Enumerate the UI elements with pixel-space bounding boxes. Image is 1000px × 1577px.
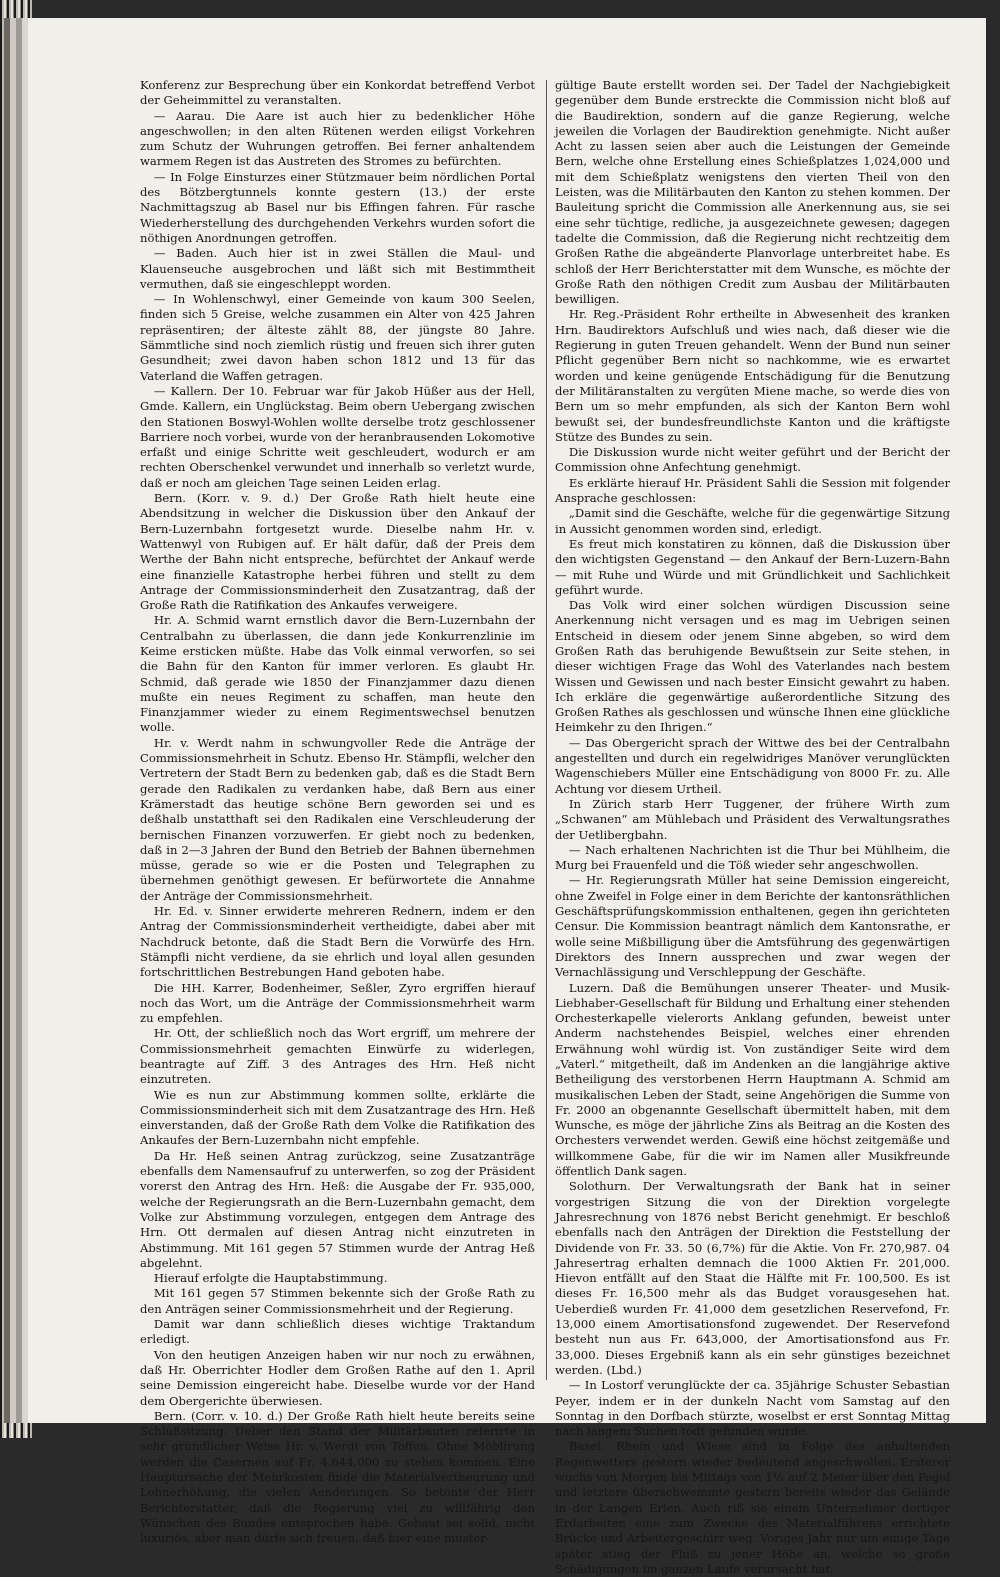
paragraph: Wie es nun zur Abstimmung kommen sollte, erklärte die Commissionsminderheit sich mit dem Zusatzantrage des Hrn. Heß einverstanden, daß der Große Rath dem Volke die Ratifikation des Ankaufes der Bern-Luzernbahn nicht empfehle. (140, 1087, 535, 1148)
paragraph: — Hr. Regierungsrath Müller hat seine Demission eingereicht, ohne Zweifel in Folge einer in dem Berichte der kantonsräthlichen Geschäftsprüfungskommission enthaltenen, gegen ihn gerichteten Censur. Die Kommission beantragt nämlich dem Kantonsrathe, er wolle seine Mißbilligung über die Amtsführung des gegenwärtigen Direktors des Innern aussprechen und zwar wegen der Vernachlässigung und Verschleppung der Geschäfte. (555, 873, 950, 980)
paragraph: „Damit sind die Geschäfte, welche für die gegenwärtige Sitzung in Aussicht genommen worden sind, erledigt. (555, 506, 950, 536)
paragraph: In Zürich starb Herr Tuggener, der frühere Wirth zum „Schwanen“ am Mühlebach und Präsident des Verwaltungsrathes der Uetlibergbahn. (555, 796, 950, 842)
paragraph: Es erklärte hierauf Hr. Präsident Sahli die Session mit folgender Ansprache geschlossen: (555, 475, 950, 506)
paragraph: Von den heutigen Anzeigen haben wir nur noch zu erwähnen, daß Hr. Oberrichter Hodler dem Großen Rathe auf den 1. April seine Demission eingereicht habe. Dieselbe wurde vor der Hand dem Obergerichte überwiesen. (140, 1347, 535, 1408)
paragraph: Hr. Ott, der schließlich noch das Wort ergriff, um mehrere der Commissionsmehrheit gemachten Einwürfe zu widerlegen, beantragte auf Ziff. 3 des Antrages des Hrn. Heß nicht einzutreten. (140, 1026, 535, 1087)
paragraph: Damit war dann schließlich dieses wichtige Traktandum erledigt. (140, 1317, 535, 1347)
right-column (555, 78, 950, 1576)
paragraph: Hierauf erfolgte die Hauptabstimmung. (153, 1271, 388, 1286)
paragraph: Die HH. Karrer, Bodenheimer, Seßler, Zyro ergriffen hierauf noch das Wort, um die Anträge der Commissionsmehrheit warm zu empfehlen. (140, 980, 535, 1026)
paragraph: — Nach erhaltenen Nachrichten ist die Thur bei Mühlheim, die Murg bei Frauenfeld und die Töß wieder sehr angeschwollen. (555, 842, 950, 873)
paragraph: — Aarau. Die Aare ist auch hier zu bedenklicher Höhe angeschwollen; in den alten Rütenen werden eiligst Vorkehren zum Schutz der Wuhrungen getroffen. Bei ferner anhaltendem warmem Regen ist das Austreten des Stromes zu befürchten. (140, 108, 535, 169)
paragraph: Die Diskussion wurde nicht weiter geführt und der Bericht der Commission ohne Anfechtung genehmigt. (555, 445, 950, 475)
paragraph: Luzern. Daß die Bemühungen unserer Theater- und Musik-Liebhaber-Gesellschaft für Bildung und Erhaltung einer stehenden Orchesterkapelle vielerorts Anklang gefunden, beweist unter Anderm nachstehendes Beispiel, welches einer ehrenden Erwähnung wohl würdig ist. Von zuständiger Seite wird dem „Vaterl.“ mitgetheilt, daß im Andenken an die langjährige aktive Betheiligung des verstorbenen Herrn Hauptmann A. Schmid am musikalischen Leben der Stadt, seine Angehörigen die Summe von Fr. 2000 an obgenannte Gesellschaft übermittelt haben, mit dem Wunsche, es möge der jährliche Zins als Beitrag an die Kosten des Orchesters verwendet werden. Gewiß eine höchst zeitgemäße und willkommene Gabe, für die wir im Namen aller Musikfreunde öffentlich Dank sagen. (555, 980, 950, 1179)
paragraph: Konferenz zur Besprechung über ein Konkordat betreffend Verbot der Geheimmittel zu veranstalten. (140, 78, 535, 108)
paragraph: Hr. A. Schmid warnt ernstlich davor die Bern-Luzernbahn der Centralbahn zu überlassen, die dann jede Konkurrenzlinie im Keime ersticken müßte. Habe das Volk einmal verworfen, so sei die Bahn für den Kanton für immer verloren. Es glaubt Hr. Schmid, daß gerade wie 1850 der Finanzjammer dazu dienen mußte ein neues Regiment zu schaffen, man heute den Finanzjammer wieder zu einem Regimentswechsel benutzen wolle. (140, 613, 535, 735)
paragraph: Basel. Rhein und Wiese sind in Folge des anhaltenden Regenwetters gestern wieder bedeutend angeschwollen. Ersterer wuchs von Morgen bis Mittags von 1½ auf 2 Meter über den Pegel und letztere überschwemmte gestern bereits wieder das Gelände in der Langen Erlen. Auch riß sie einem Unternehmer dortiger Erdarbeiten eine zum Zwecke des Materialführens errichtete Brücke und Arbeitergeschirr weg. Voriges Jahr nur um einige Tage später stieg der Fluß zu jener Höhe an, welche so große Schädigungen im ganzen Laufe verursacht hat. (555, 1439, 950, 1576)
paragraph: — Das Obergericht sprach der Wittwe des bei der Centralbahn angestellten und durch ein regelwidriges Manöver verunglückten Wagenschiebers Müller eine Entschädigung von 8000 Fr. zu. Alle Achtung vor diesem Urtheil. (555, 735, 950, 796)
paragraph: — Baden. Auch hier ist in zwei Ställen die Maul- und Klauenseuche ausgebrochen und läßt sich mit Bestimmtheit vermuthen, daß sie eingeschleppt worden. (140, 246, 535, 291)
paragraph: — In Wohlenschwyl, einer Gemeinde von kaum 300 Seelen, finden sich 5 Greise, welche zusammen ein Alter von 425 Jahren repräsentiren; der älteste zählt 88, der jüngste 80 Jahre. Sämmtliche sind noch ziemlich rüstig und freuen sich ihrer guten Gesundheit; zwei davon haben schon 1812 und 13 für das Vaterland die Waffen getragen. (140, 292, 535, 383)
column-divider (546, 80, 547, 1380)
paragraph: Bern. (Corr. v. 10. d.) Der Große Rath hielt heute bereits seine Schlußsitzung. Ueber den Stand der Militärbauten referirte in sehr gründlicher Weise Hr. v. Werdt von Toffen. Ohne Möblirung werden die Casernen auf Fr. 4,644,000 zu stehen kommen. Eine Hauptursache der Mehrkosten finde die Materialvertheurung und Lohnerhöhung, die vielen Aenderungen. So betonte der Herr Berichterstatter, daß die Regierung viel zu willfährig den Wünschen des Bundes entsprochen habe. Gebaut sei solid, nicht luxuriös, aber man dürfe sich freuen, daß hier eine muster- (140, 1408, 535, 1546)
paragraph: Mit 161 gegen 57 Stimmen bekennte sich der Große Rath zu den Anträgen seiner Commissionsmehrheit und der Regierung. (140, 1286, 535, 1316)
paragraph: Es freut mich konstatiren zu können, daß die Diskussion über den wichtigsten Gegenstand — den Ankauf der Bern-Luzern-Bahn — mit Ruhe und Würde und mit Gründlichkeit und Sachlichkeit geführt wurde. (555, 536, 950, 597)
paragraph: — In Lostorf verunglückte der ca. 35jährige Schuster Sebastian Peyer, indem er in der dunkeln Nacht vom Samstag auf den Sonntag in den Dorfbach stürzte, woselbst er erst Sonntag Mittag nach langem Suchen todt gefunden wurde. (555, 1378, 950, 1439)
paragraph: — In Folge Einsturzes einer Stützmauer beim nördlichen Portal des Bötzbergtunnels konnte gestern (13.) der erste Nachmittagszug ab Basel nur bis Effingen fahren. Für rasche Wiederherstellung des durchgehenden Verkehrs wurden sofort die nöthigen Anordnungen getroffen. (140, 169, 535, 245)
paragraph: Solothurn. Der Verwaltungsrath der Bank hat in seiner vorgestrigen Sitzung die von der Direktion vorgelegte Jahresrechnung von 1876 nebst Bericht genehmigt. Er beschloß ebenfalls nach den Anträgen der Direktion die Feststellung der Dividende von Fr. 33. 50 (6,7%) für die Aktie. Von Fr. 270,987. 04 Jahresertrag erhalten demnach die 1000 Aktien Fr. 201,000. Hievon entfällt auf den Staat die Hälfte mit Fr. 100,500. Es ist dieses Fr. 16,500 mehr als das Budget vorausgesehen hat. Ueberdieß wurden Fr. 41,000 dem gesetzlichen Reservefond, Fr. 13,000 einem Amortisationsfond zugewendet. Der Reservefond besteht nun aus Fr. 643,000, der Amortisationsfond aus Fr. 33,000. Dieses Ergebniß kann als ein sehr günstiges bezeichnet werden. (Lbd.) (555, 1179, 950, 1377)
left-column (140, 78, 535, 1546)
paragraph: Hr. v. Werdt nahm in schwungvoller Rede die Anträge der Commissionsmehrheit in Schutz. Ebenso Hr. Stämpfli, welcher den Vertretern der Stadt Bern zu bedenken gab, daß es die Stadt Bern gerade den Radikalen zu verdanken habe, daß Bern aus einer Krämerstadt das heutige schöne Bern geworden sei und es deßhalb unstatthaft sei den Radikalen eine Verschleuderung der bernischen Finanzen vorzuwerfen. Er giebt noch zu bedenken, daß in 2—3 Jahren der Bund den Betrieb der Bahnen übernehmen müsse, gerade so wie er die Posten und Telegraphen zu übernehmen genöthigt gewesen. Er befürwortete die Annahme der Anträge der Commissionsmehrheit. (140, 735, 535, 903)
paragraph: gültige Baute erstellt worden sei. Der Tadel der Nachgiebigkeit gegenüber dem Bunde erstreckte die Commission nicht bloß auf die Baudirektion, sondern auf die ganze Regierung, welche jeweilen die Vorlagen der Baudirektion genehmigte. Nicht außer Acht zu lassen seien aber auch die Leistungen der Gemeinde Bern, welche ohne Erstellung eines Schießplatzes 1,024,000 und mit dem Schießplatz wenigstens den vierten Theil von den Leisten, was die Militärbauten den Kanton zu stehen kommen. Der Bauleitung spricht die Commission alle Anerkennung aus, sie sei eine sehr tüchtige, redliche, ja ausgezeichnete gewesen; dagegen tadelte die Commission, daß die Regierung nicht rechtzeitig dem Großen Rathe die abgeänderte Planvorlage unterbreitet habe. Es schloß der Herr Berichterstatter mit dem Wunsche, es möchte der Große Rath den nöthigen Credit zum Ausbau der Militärbauten bewilligen. (555, 78, 950, 307)
paragraph: Da Hr. Heß seinen Antrag zurückzog, seine Zusatzanträge ebenfalls dem Namensaufruf zu unterwerfen, so zog der Präsident vorerst den Antrag des Hrn. Heß: die Ausgabe der Fr. 935,000, welche der Regierungsrath an die Bern-Luzernbahn gemacht, dem Volke zur Abstimmung vorzulegen, entgegen dem Antrage des Hrn. Ott dermalen auf diesen Antrag nicht einzutreten in Abstimmung. Mit 161 gegen 57 Stimmen wurde der Antrag Heß abgelehnt. (140, 1148, 535, 1270)
paragraph: Das Volk wird einer solchen würdigen Discussion seine Anerkennung nicht versagen und es mag im Uebrigen seinen Entscheid in diesem oder jenem Sinne abgeben, so wird dem Großen Rath das beruhigende Bewußtsein zur Seite stehen, in dieser wichtigen Frage das Wohl des Vaterlandes nach bestem Wissen und Gewissen und nach bester Einsicht gewahrt zu haben. Ich erkläre die gegenwärtige außerordentliche Sitzung des Großen Rathes als geschlossen und wünsche Ihnen eine glückliche Heimkehr zu den Ihrigen.“ (555, 598, 950, 735)
paragraph: Hr. Ed. v. Sinner erwiderte mehreren Rednern, indem er den Antrag der Commissionsminderheit vertheidigte, dabei aber mit Nachdruck betonte, daß die Stadt Bern die Vorwürfe des Hrn. Stämpfli nicht verdiene, da sie ehrlich und loyal allen gesunden fortschrittlichen Bestrebungen Hand geboten habe. (140, 904, 535, 980)
paragraph: — Kallern. Der 10. Februar war für Jakob Hüßer aus der Hell, Gmde. Kallern, ein Unglückstag. Beim obern Uebergang zwischen den Stationen Boswyl-Wohlen wollte derselbe trotz geschlossener Barriere noch vorbei, wurde von der heranbrausenden Lokomotive erfaßt und einige Schritte weit geschleudert, wodurch er am rechten Oberschenkel verwundet und innerhalb so verletzt wurde, daß er noch am gleichen Tage seinen Leiden erlag. (140, 383, 535, 490)
paragraph: Hr. Reg.-Präsident Rohr ertheilte in Abwesenheit des kranken Hrn. Baudirektors Aufschluß und wies nach, daß dieser wie die Regierung in guten Treuen gehandelt. Wenn der Bund nun seiner Pflicht gegenüber Bern nicht so nachkomme, wie es erwartet worden und keine genügende Entschädigung für die Benutzung der Militäranstalten zu vergüten Miene mache, so werde dies von Bern um so mehr empfunden, als sich der Kanton Bern wohl bewußt sei, der bundesfreundlichste Kanton und die kräftigste Stütze des Bundes zu sein. (555, 307, 950, 444)
paragraph: Bern. (Korr. v. 9. d.) Der Große Rath hielt heute eine Abendsitzung in welcher die Diskussion über den Ankauf der Bern-Luzernbahn fortgesetzt wurde. Dieselbe nahm Hr. v. Wattenwyl von Rubigen auf. Er hält dafür, daß der Preis dem Werthe der Bahn nicht entspreche, befürchtet der Ankauf werde eine finanzielle Katastrophe herbei führen und stellt zu dem Antrage der Commissionsminderheit den Zusatzantrag, daß der Große Rath die Ratifikation des Ankaufes verweigere. (140, 491, 535, 613)
